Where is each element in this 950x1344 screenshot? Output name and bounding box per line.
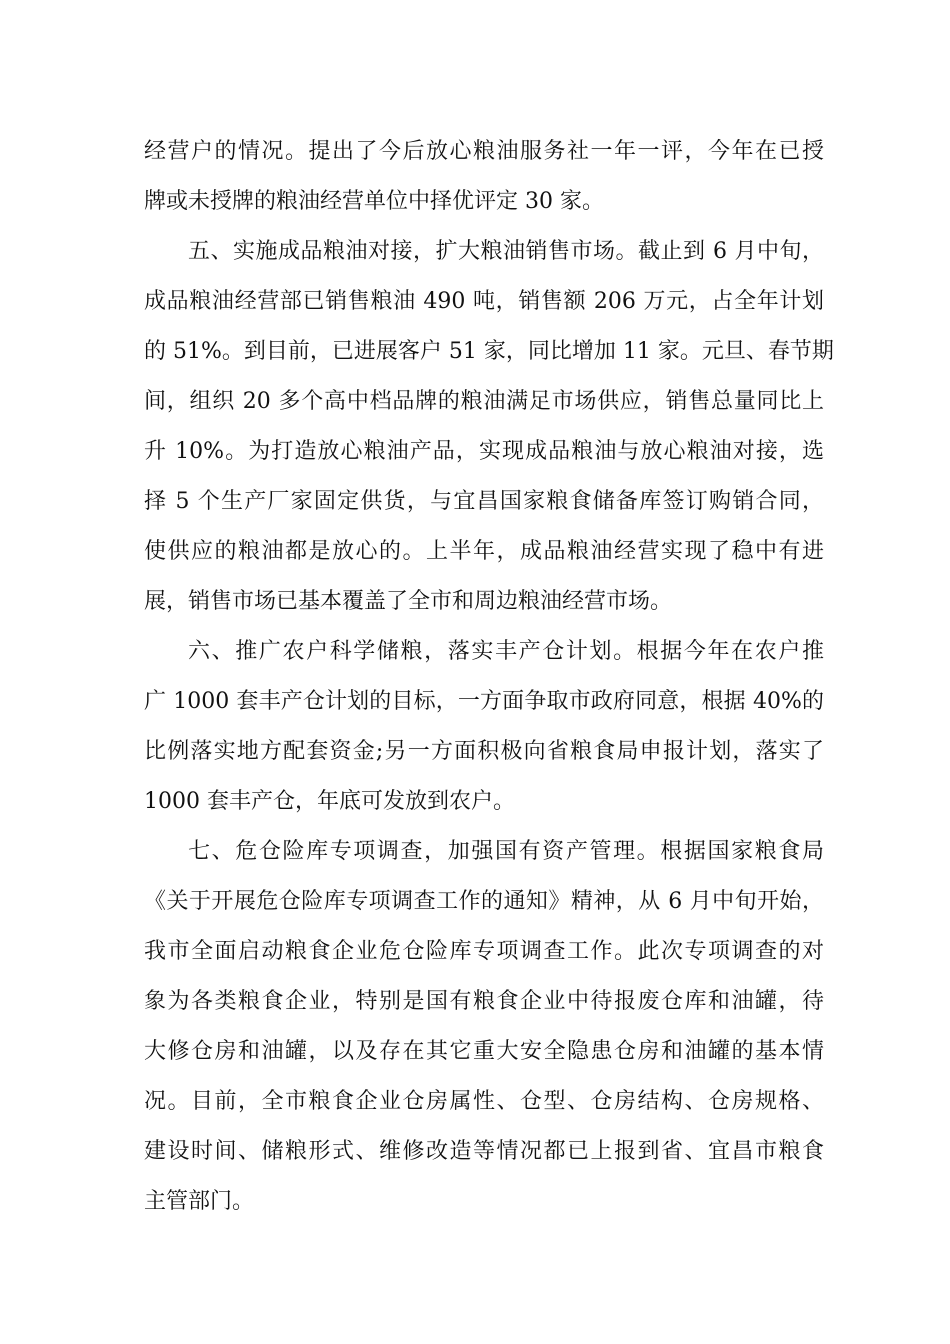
text-line: 大修仓房和油罐，以及存在其它重大安全隐患仓房和油罐的基本情 bbox=[144, 1039, 824, 1064]
text-line: 升 10%。为打造放心粮油产品，实现成品粮油与放心粮油对接，选 bbox=[144, 439, 824, 464]
text-line: 况。目前，全市粮食企业仓房属性、仓型、仓房结构、仓房规格、 bbox=[144, 1089, 824, 1114]
text-line: 展，销售市场已基本覆盖了全市和周边粮油经营市场。 bbox=[144, 589, 673, 614]
text-line: 的 51%。到目前，已进展客户 51 家，同比增加 11 家。元旦、春节期 bbox=[144, 339, 834, 364]
text-line: 经营户的情况。提出了今后放心粮油服务社一年一评，今年在已授 bbox=[144, 139, 824, 164]
text-line: 《关于开展危仓险库专项调查工作的通知》精神，从 6 月中旬开始， bbox=[144, 889, 824, 914]
text-line: 主管部门。 bbox=[144, 1189, 255, 1214]
text-line: 广 1000 套丰产仓计划的目标，一方面争取市政府同意，根据 40%的 bbox=[144, 689, 824, 714]
text-line: 择 5 个生产厂家固定供货，与宜昌国家粮食储备库签订购销合同， bbox=[144, 489, 824, 514]
text-line: 成品粮油经营部已销售粮油 490 吨，销售额 206 万元，占全年计划 bbox=[144, 289, 824, 314]
text-line: 五、实施成品粮油对接，扩大粮油销售市场。截止到 6 月中旬， bbox=[188, 239, 824, 264]
text-line: 比例落实地方配套资金;另一方面积极向省粮食局申报计划，落实了 bbox=[144, 739, 824, 764]
text-line: 我市全面启动粮食企业危仓险库专项调查工作。此次专项调查的对 bbox=[144, 939, 824, 964]
text-line: 建设时间、储粮形式、维修改造等情况都已上报到省、宜昌市粮食 bbox=[144, 1139, 824, 1164]
text-line: 间，组织 20 多个高中档品牌的粮油满足市场供应，销售总量同比上 bbox=[144, 389, 824, 414]
text-line: 使供应的粮油都是放心的。上半年，成品粮油经营实现了稳中有进 bbox=[144, 539, 824, 564]
text-line: 1000 套丰产仓，年底可发放到农户。 bbox=[144, 789, 515, 814]
text-line: 七、危仓险库专项调查，加强国有资产管理。根据国家粮食局 bbox=[188, 839, 824, 864]
text-line: 牌或未授牌的粮油经营单位中择优评定 30 家。 bbox=[144, 189, 604, 214]
text-line: 六、推广农户科学储粮，落实丰产仓计划。根据今年在农户推 bbox=[188, 639, 824, 664]
text-line: 象为各类粮食企业，特别是国有粮食企业中待报废仓库和油罐，待 bbox=[144, 989, 824, 1014]
